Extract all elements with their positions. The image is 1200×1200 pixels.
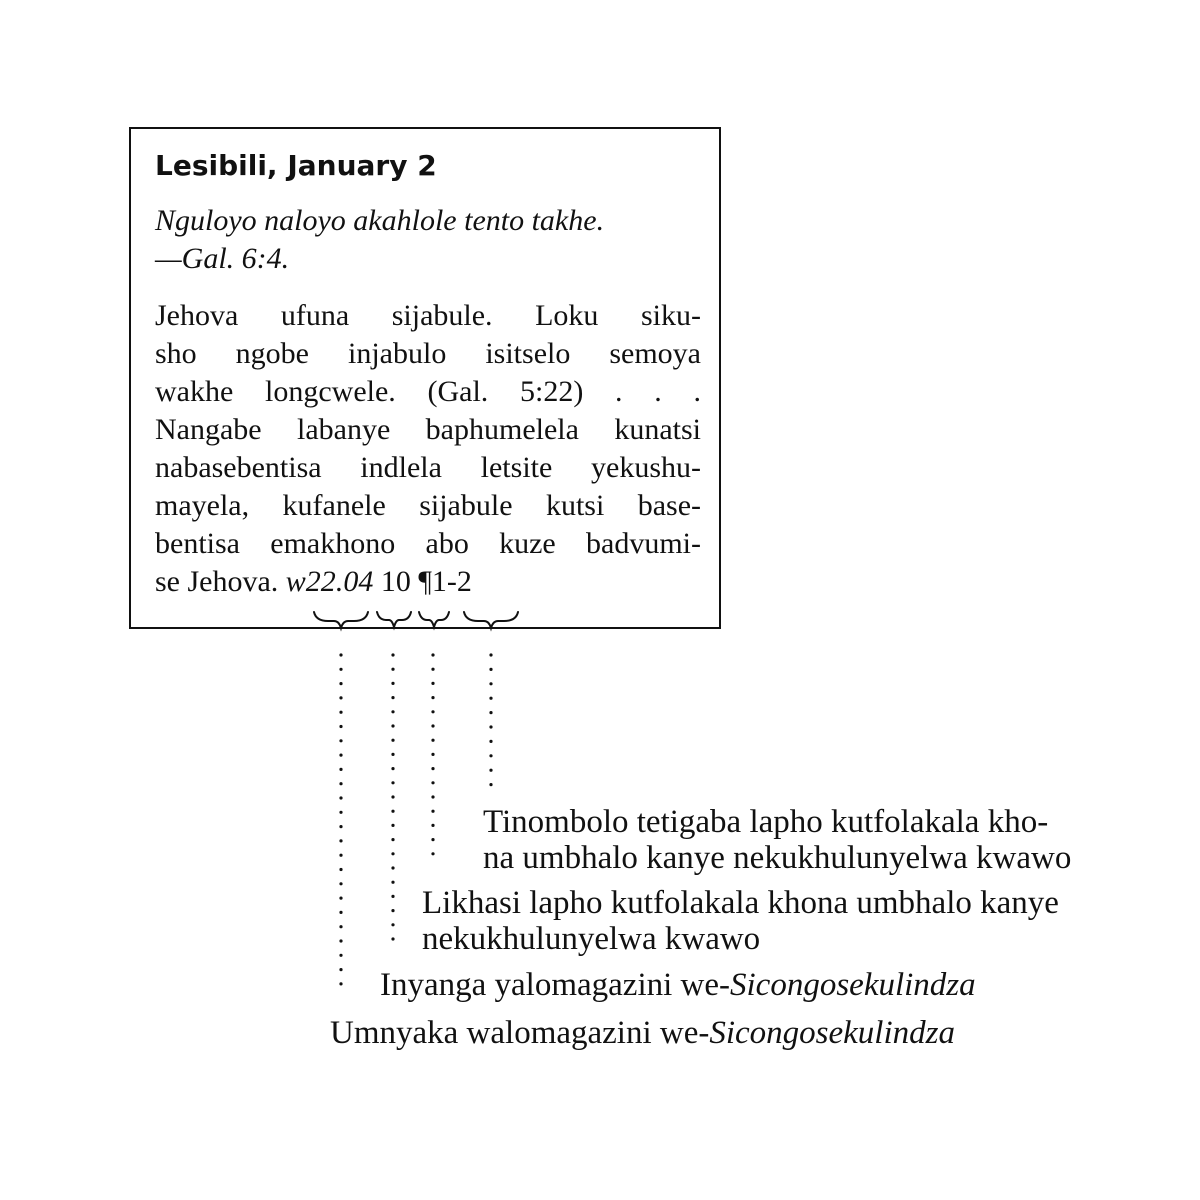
comment-line: Jehova ufuna sijabule. Loku siku- — [155, 299, 701, 332]
dotted-line-month — [391, 653, 394, 940]
connector-dot — [339, 854, 342, 857]
connector-dot — [489, 711, 492, 714]
ref-paragraphs: ¶1-2 — [418, 565, 472, 598]
connector-dot — [339, 725, 342, 728]
connector-dot — [391, 739, 394, 742]
connector-dot — [391, 824, 394, 827]
annotation-page — [422, 885, 1059, 957]
card-date-title: Lesibili, January 2 — [155, 149, 437, 182]
connector-dot — [431, 682, 434, 685]
connector-dot — [391, 668, 394, 671]
annotation-year-text: Umnyaka walomagazini we- — [330, 1015, 710, 1051]
connector-dot — [391, 753, 394, 756]
connector-dot — [391, 909, 394, 912]
connector-dot — [339, 882, 342, 885]
connector-dot — [391, 781, 394, 784]
connector-dot — [431, 767, 434, 770]
comment-line: sho ngobe injabulo isitselo semoya — [155, 337, 701, 370]
ref-issue: .04 — [335, 565, 374, 598]
connector-dot — [339, 782, 342, 785]
connector-dot — [431, 739, 434, 742]
connector-dot — [339, 839, 342, 842]
theme-scripture-line: Nguloyo naloyo akahlole tento takhe. — [155, 204, 605, 237]
connector-dot — [339, 711, 342, 714]
connector-dot — [431, 724, 434, 727]
connector-dot — [489, 754, 492, 757]
connector-dot — [391, 795, 394, 798]
ref-page: 10 — [380, 565, 411, 598]
connector-dot — [391, 852, 394, 855]
ref-publication: w22 — [285, 565, 336, 598]
connector-dot — [431, 753, 434, 756]
dotted-line-paragraphs — [489, 653, 492, 786]
connector-dot — [391, 937, 394, 940]
connector-dot — [431, 852, 434, 855]
comment-last-line-text: se Jehova. — [155, 565, 279, 598]
connector-dot — [339, 911, 342, 914]
connector-dot — [431, 668, 434, 671]
brace-paragraphs — [464, 612, 518, 628]
connector-dot — [339, 739, 342, 742]
connector-dot — [391, 838, 394, 841]
comment-line: mayela, kufanele sijabule kutsi base- — [155, 489, 701, 522]
connector-dot — [489, 653, 492, 656]
connector-dot — [431, 795, 434, 798]
annotation-year-magazine: Sicongosekulindza — [709, 1015, 955, 1051]
brace-month — [377, 612, 411, 627]
connector-dot — [431, 824, 434, 827]
comment-line: nabasebentisa indlela letsite yekushu- — [155, 451, 701, 484]
connector-dot — [391, 895, 394, 898]
connector-dot — [339, 939, 342, 942]
connector-dot — [339, 925, 342, 928]
annotation-paragraphs — [483, 804, 1071, 876]
annotation-paragraphs-line: Tinombolo tetigaba lapho kutfolakala kho- — [483, 804, 1049, 840]
brace-year — [314, 612, 368, 628]
dotted-line-year — [339, 653, 342, 985]
connector-dot — [431, 781, 434, 784]
annotation-page-line: nekukhulunyelwa kwawo — [422, 921, 761, 957]
connector-dot — [431, 696, 434, 699]
connector-dot — [489, 668, 492, 671]
connector-dot — [391, 724, 394, 727]
dotted-line-page — [431, 653, 434, 855]
connector-dot — [391, 923, 394, 926]
connector-dot — [339, 868, 342, 871]
connector-dot — [489, 783, 492, 786]
connector-dot — [391, 866, 394, 869]
theme-scripture-citation: —Gal. 6:4. — [155, 242, 290, 275]
connector-dot — [391, 682, 394, 685]
connector-dot — [391, 710, 394, 713]
connector-dot — [391, 653, 394, 656]
comment-line: bentisa emakhono abo kuze badvumi- — [155, 527, 701, 560]
connector-dot — [339, 825, 342, 828]
connector-dot — [391, 696, 394, 699]
annotation-page-line: Likhasi lapho kutfolakala khona umbhalo kanye — [422, 885, 1059, 921]
connector-dot — [431, 810, 434, 813]
connector-dot — [391, 810, 394, 813]
connector-dot — [391, 767, 394, 770]
comment-line: Nangabe labanye baphumelela kunatsi — [155, 413, 701, 446]
connector-dot — [339, 653, 342, 656]
connector-dot — [339, 954, 342, 957]
connector-dot — [489, 740, 492, 743]
annotation-year — [330, 1015, 955, 1051]
connector-dot — [431, 653, 434, 656]
connector-dot — [339, 811, 342, 814]
connector-dot — [339, 682, 342, 685]
connector-dot — [431, 710, 434, 713]
connector-dot — [339, 668, 342, 671]
brace-page — [419, 612, 449, 627]
annotation-month — [380, 967, 976, 1003]
connector-dot — [339, 696, 342, 699]
connector-dot — [339, 968, 342, 971]
connector-dot — [339, 754, 342, 757]
annotation-paragraphs-line: na umbhalo kanye nekukhulunyelwa kwawo — [483, 840, 1072, 876]
connector-dot — [489, 697, 492, 700]
connector-dot — [489, 769, 492, 772]
annotation-month-text: Inyanga yalomagazini we- — [380, 967, 731, 1003]
connector-dot — [339, 796, 342, 799]
connector-dot — [339, 768, 342, 771]
annotation-month-magazine: Sicongosekulindza — [730, 967, 976, 1003]
connector-dot — [339, 982, 342, 985]
connector-dot — [489, 682, 492, 685]
comment-line: wakhe longcwele. (Gal. 5:22) . . . — [155, 375, 701, 408]
connector-dot — [339, 897, 342, 900]
connector-dot — [489, 725, 492, 728]
connector-dot — [391, 881, 394, 884]
connector-dot — [431, 838, 434, 841]
